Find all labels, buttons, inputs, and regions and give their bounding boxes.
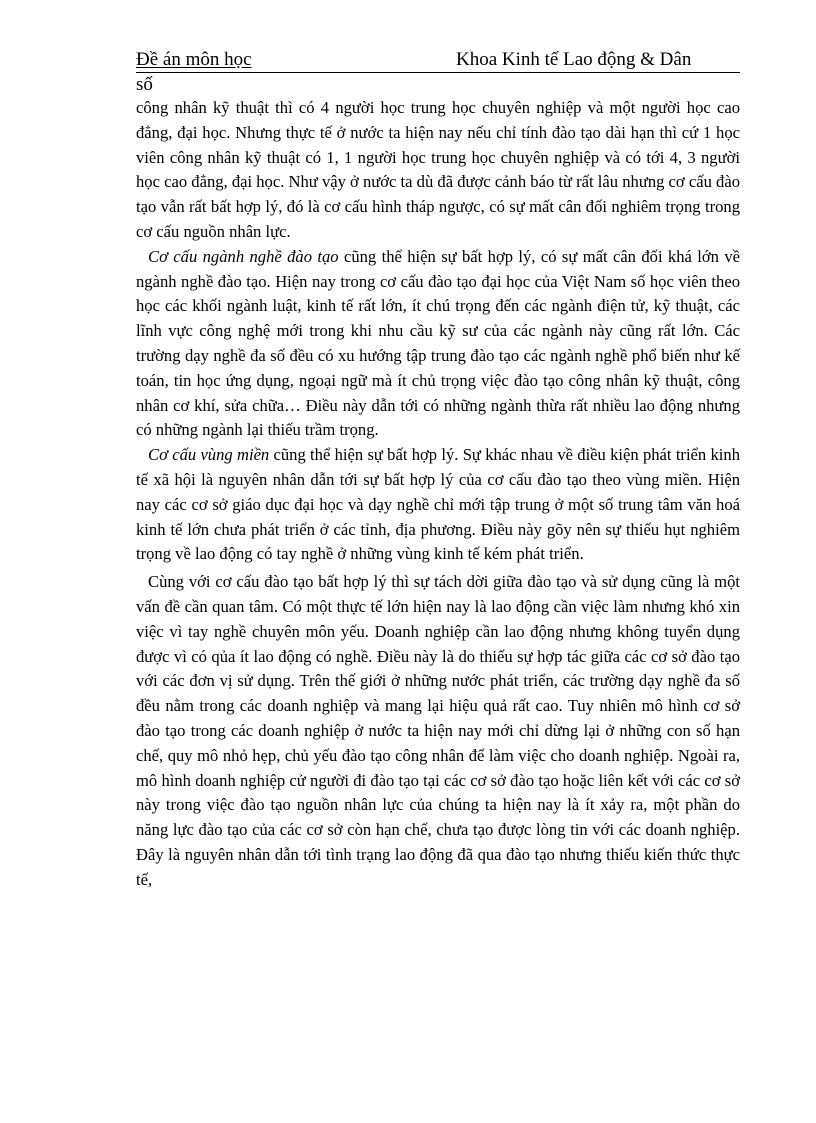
paragraph-1 (136, 96, 740, 245)
paragraph-4-text: Cùng với cơ cấu đào tạo bất hợp lý thì sự tách dời giữa đào tạo và sử dụng cũng là một vấn đề cần quan tâm. Có một thực tế lớn hiện nay là lao động cần việc làm nhưng khó xin việc vì tay nghề chuyên môn yếu. Doanh nghiệp cần lao động nhưng không tuyển dụng được vì có qủa ít lao động có nghề. Điều này là do thiếu sự hợp tác giữa các cơ sở đào tạo với các đơn vị sử dụng. Trên thế giới ở những nước phát triển, các trường dạy nghề đa số đều nằm trong các doanh nghiệp và mang lại hiệu quả rất cao. Tuy nhiên mô hình cơ sở đào tạo trong các doanh nghiệp ở nước ta hiện nay mới chỉ dừng lại ở những con số hạn chế, quy mô nhỏ hẹp, chủ yếu đào tạo công nhân để làm việc cho doanh nghiệp. Ngoài ra, mô hình doanh nghiệp cử người đi đào tạo tại các cơ sở đào tạo hoặc liên kết với các cơ sở này trong việc đào tạo nguồn nhân lực của chúng ta hiện nay là ít xảy ra, một phần do năng lực đào tạo của các cơ sở còn hạn chế, chưa tạo được lòng tin với các doanh nghiệp. Đây là nguyên nhân dẫn tới tình trạng lao động đã qua đào tạo nhưng thiếu kiến thức thực tế, (136, 572, 740, 889)
page-header (136, 48, 740, 73)
paragraph-3-text: cũng thể hiện sự bất hợp lý. Sự khác nhau về điều kiện phát triển kinh tế xã hội là nguyên nhân dẫn tới sự bất hợp lý của cơ cấu đào tạo theo vùng miền. Hiện nay các cơ sở giáo dục đại học và dạy nghề chỉ mới tập trung ở một số trung tâm văn hoá kinh tế lớn chưa phát triển ở các tỉnh, địa phương. Điều này gõy nên sự thiếu hụt nghiêm trọng về lao động có tay nghề ở những vùng kinh tế kém phát triển. (136, 445, 741, 564)
header-course-title: Đề án môn học (136, 49, 252, 70)
paragraph-1-text: công nhân kỹ thuật thì có 4 người học trung học chuyên nghiệp và một người học cao đẳng, đại học. Nhưng thực tế ở nước ta hiện nay nếu chỉ tính đào tạo dài hạn thì cứ 1 học viên công nhân kỹ thuật có 1, 1 người học trung học chuyên nghiệp và có tới 4, 3 người học cao đẳng, đại học. Như vậy ở nước ta dù đã được cảnh báo từ rất lâu nhưng cơ cấu đào tạo vẫn rất bất hợp lý, đó là cơ cấu hình tháp ngược, có sự mất cân đối nghiêm trọng trong cơ cấu nguồn nhân lực. (136, 98, 740, 241)
paragraph-2-text: cũng thể hiện sự bất hợp lý, có sự mất cân đối khá lớn về ngành nghề đào tạo. Hiện nay trong cơ cấu đào tạo đại học của Việt Nam số học viên theo học các khối ngành luật, kinh tế rất lớn, ít chú trọng đến các ngành điện tử, kỹ thuật, các lĩnh vực công nghệ mới trong khi nhu cầu kỹ sư của các ngành này cũng rất lớn. Các trường dạy nghề đa số đều có xu hướng tập trung đào tạo các ngành nghề phổ biến như kế toán, tin học ứng dụng, ngoại ngữ mà ít chủ trọng việc đào tạo công nhân kỹ thuật, công nhân cơ khí, sửa chữa… Điều này dẫn tới có những ngành thừa rất nhiều lao động nhưng có những ngành lại thiếu trầm trọng. (136, 246, 740, 440)
header-faculty-name-continued: số (136, 74, 153, 95)
paragraph-2 (136, 245, 740, 443)
header-faculty-name: Khoa Kinh tế Lao động & Dân (456, 49, 692, 70)
body-text (136, 96, 740, 893)
paragraph-4 (136, 570, 740, 892)
paragraph-3 (136, 443, 740, 567)
paragraph-2-lead: Cơ cấu ngành nghề đào tạo (148, 246, 339, 266)
document-page (136, 48, 740, 893)
paragraph-3-lead: Cơ cấu vùng miền (148, 445, 270, 465)
